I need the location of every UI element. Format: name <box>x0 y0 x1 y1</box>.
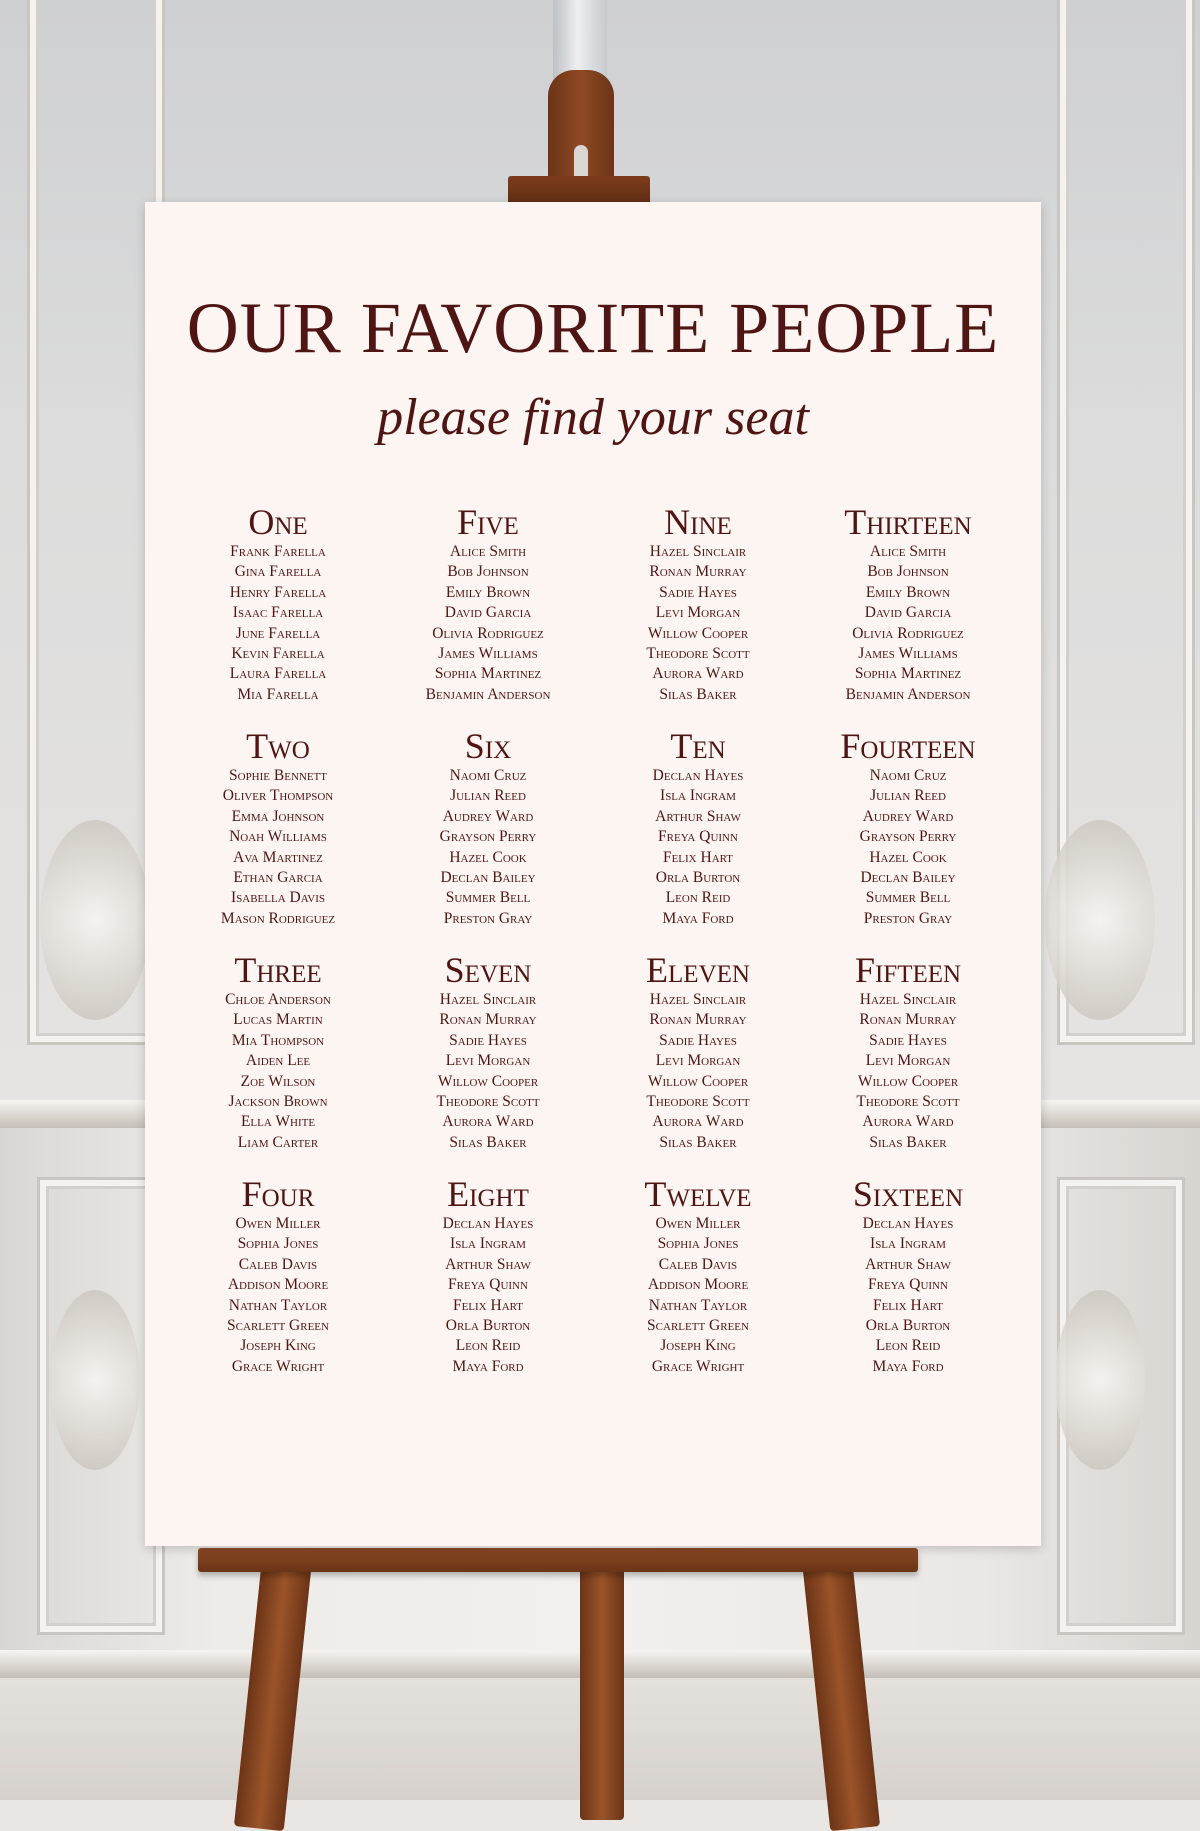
table-name: Eight <box>447 1174 529 1214</box>
guest-name: Jackson Brown <box>228 1092 328 1110</box>
table-name: Five <box>457 502 519 542</box>
guest-name: Frank Farella <box>230 543 326 560</box>
guest-name: Chloe Anderson <box>225 991 331 1008</box>
guest-name: Willow Cooper <box>857 1072 959 1090</box>
guest-name: Levi Morgan <box>445 1052 531 1070</box>
guest-name: Maya Ford <box>452 1357 524 1375</box>
guest-name: Theodore Scott <box>646 1092 750 1110</box>
guest-name: Olivia Rodriguez <box>432 624 544 642</box>
guest-name: Arthur Shaw <box>865 1255 951 1273</box>
guest-name: Scarlett Green <box>647 1316 749 1334</box>
guest-name: Levi Morgan <box>655 1052 741 1070</box>
guest-name: Orla Burton <box>445 1316 531 1334</box>
guest-list <box>383 766 593 929</box>
guest-name: Hazel Sinclair <box>859 991 957 1008</box>
wall-carving-ornament <box>40 820 150 1020</box>
table-block <box>803 1174 1013 1386</box>
guest-name: Zoe Wilson <box>240 1072 316 1090</box>
seating-chart-poster <box>145 202 1041 1546</box>
guest-name: Freya Quinn <box>658 828 738 846</box>
guest-name: Naomi Cruz <box>869 767 947 784</box>
table-name: Twelve <box>644 1174 752 1214</box>
guest-name: Sadie Hayes <box>449 1031 527 1049</box>
guest-name: Owen Miller <box>235 1215 321 1232</box>
guest-name: Hazel Sinclair <box>439 991 537 1008</box>
guest-name: Kevin Farella <box>231 644 325 662</box>
guest-name: Sophie Bennett <box>229 767 327 784</box>
guest-name: Preston Gray <box>443 909 533 927</box>
guest-name: Scarlett Green <box>227 1316 329 1334</box>
guest-name: Liam Carter <box>237 1133 319 1151</box>
guest-name: Leon Reid <box>875 1337 941 1355</box>
guest-name: Maya Ford <box>872 1357 944 1375</box>
guest-name: Declan Hayes <box>442 1215 534 1232</box>
guest-name: Declan Hayes <box>652 767 744 784</box>
guest-name: Sadie Hayes <box>869 1031 947 1049</box>
guest-list <box>803 766 1013 929</box>
table-block <box>593 950 803 1162</box>
guest-name: Benjamin Anderson <box>845 685 971 703</box>
guest-name: Hazel Cook <box>869 848 947 866</box>
guest-name: Leon Reid <box>665 889 731 907</box>
poster-title: OUR FAVORITE PEOPLE <box>186 288 1000 368</box>
guest-name: Summer Bell <box>865 889 951 907</box>
guest-name: Noah Williams <box>229 828 327 846</box>
table-block <box>173 502 383 714</box>
guest-name: Declan Bailey <box>440 868 536 886</box>
guest-list <box>383 542 593 705</box>
guest-name: Ella White <box>240 1113 316 1131</box>
table-block <box>173 1174 383 1386</box>
guest-list <box>383 1214 593 1377</box>
guest-name: Maya Ford <box>662 909 734 927</box>
guest-name: Aurora Ward <box>652 665 744 683</box>
guest-name: Olivia Rodriguez <box>852 624 964 642</box>
poster-subtitle: please find your seat <box>377 389 809 446</box>
guest-name: Felix Hart <box>872 1296 944 1314</box>
guest-name: Willow Cooper <box>437 1072 539 1090</box>
guest-name: Felix Hart <box>662 848 734 866</box>
easel-leg-center <box>580 1560 624 1820</box>
guest-name: Orla Burton <box>865 1316 951 1334</box>
guest-name: Ronan Murray <box>859 1011 957 1029</box>
table-name: Eleven <box>646 950 750 990</box>
guest-name: Theodore Scott <box>436 1092 540 1110</box>
guest-name: Grayson Perry <box>859 828 957 846</box>
table-name: Three <box>234 950 322 990</box>
table-block <box>383 950 593 1162</box>
guest-name: Owen Miller <box>655 1215 741 1232</box>
table-name: Ten <box>670 726 726 766</box>
guest-list <box>593 766 803 929</box>
guest-name: Summer Bell <box>445 889 531 907</box>
guest-name: Sophia Jones <box>237 1235 319 1253</box>
guest-name: Bob Johnson <box>867 563 949 581</box>
guest-name: Theodore Scott <box>856 1092 960 1110</box>
guest-name: Ethan Garcia <box>233 868 323 886</box>
table-block <box>173 726 383 938</box>
table-block <box>803 950 1013 1162</box>
table-block <box>593 726 803 938</box>
guest-name: Lucas Martin <box>233 1011 323 1029</box>
guest-list <box>173 542 383 705</box>
guest-name: Aurora Ward <box>442 1113 534 1131</box>
guest-list <box>803 1214 1013 1377</box>
guest-name: Grace Wright <box>231 1357 325 1375</box>
guest-name: Mia Farella <box>237 685 319 703</box>
guest-name: Joseph King <box>240 1337 316 1355</box>
guest-name: Caleb Davis <box>238 1255 318 1273</box>
table-name: Sixteen <box>852 1174 964 1214</box>
guest-name: Emily Brown <box>865 583 951 601</box>
guest-list <box>383 990 593 1153</box>
wall-carving-ornament <box>50 1290 140 1470</box>
guest-name: Willow Cooper <box>647 624 749 642</box>
guest-name: Audrey Ward <box>862 807 954 825</box>
guest-name: James Williams <box>438 644 538 662</box>
guest-name: Emily Brown <box>445 583 531 601</box>
table-block <box>173 950 383 1162</box>
guest-name: Sadie Hayes <box>659 583 737 601</box>
guest-name: Benjamin Anderson <box>425 685 551 703</box>
guest-name: Audrey Ward <box>442 807 534 825</box>
guest-name: Henry Farella <box>229 583 327 601</box>
guest-name: Arthur Shaw <box>655 807 741 825</box>
guest-name: Silas Baker <box>659 685 737 703</box>
guest-name: Hazel Cook <box>449 848 527 866</box>
table-block <box>383 502 593 714</box>
guest-name: Leon Reid <box>455 1337 521 1355</box>
guest-name: David Garcia <box>864 604 952 622</box>
wall-carving-ornament <box>1045 820 1155 1020</box>
guest-name: Isabella Davis <box>231 889 325 907</box>
guest-name: Willow Cooper <box>647 1072 749 1090</box>
table-block <box>803 502 1013 714</box>
guest-name: Ava Martinez <box>233 848 323 866</box>
guest-name: Julian Reed <box>870 787 946 805</box>
guest-name: Julian Reed <box>450 787 526 805</box>
guest-name: June Farella <box>235 624 321 642</box>
guest-list <box>173 1214 383 1377</box>
guest-name: Grace Wright <box>651 1357 745 1375</box>
guest-list <box>803 990 1013 1153</box>
guest-name: Naomi Cruz <box>449 767 527 784</box>
guest-list <box>593 990 803 1153</box>
guest-name: Nathan Taylor <box>648 1296 748 1314</box>
seating-tables-grid <box>173 502 1013 1386</box>
guest-name: Levi Morgan <box>655 604 741 622</box>
guest-name: Emma Johnson <box>231 807 325 825</box>
guest-name: Laura Farella <box>229 665 327 683</box>
table-block <box>383 1174 593 1386</box>
guest-name: Isla Ingram <box>870 1235 946 1253</box>
table-name: Fifteen <box>854 950 962 990</box>
table-name: Thirteen <box>844 502 972 542</box>
guest-name: Joseph King <box>660 1337 736 1355</box>
guest-list <box>593 1214 803 1377</box>
guest-list <box>803 542 1013 705</box>
guest-name: Arthur Shaw <box>445 1255 531 1273</box>
guest-name: Nathan Taylor <box>228 1296 328 1314</box>
table-block <box>383 726 593 938</box>
guest-name: Isla Ingram <box>660 787 736 805</box>
guest-name: Freya Quinn <box>448 1276 528 1294</box>
guest-name: Preston Gray <box>863 909 953 927</box>
guest-name: Silas Baker <box>449 1133 527 1151</box>
guest-name: Ronan Murray <box>649 563 747 581</box>
easel-ledge <box>198 1548 918 1572</box>
guest-list <box>173 990 383 1153</box>
guest-name: Declan Bailey <box>860 868 956 886</box>
guest-name: Sophia Martinez <box>854 665 962 683</box>
guest-name: Ronan Murray <box>439 1011 537 1029</box>
guest-name: Hazel Sinclair <box>649 543 747 560</box>
guest-name: Alice Smith <box>869 543 947 560</box>
guest-name: Levi Morgan <box>865 1052 951 1070</box>
guest-name: Orla Burton <box>655 868 741 886</box>
guest-name: Theodore Scott <box>646 644 750 662</box>
wall-carving-ornament <box>1055 1290 1145 1470</box>
guest-name: David Garcia <box>444 604 532 622</box>
guest-name: Ronan Murray <box>649 1011 747 1029</box>
guest-name: Bob Johnson <box>447 563 529 581</box>
guest-name: Addison Moore <box>227 1276 329 1294</box>
guest-name: Grayson Perry <box>439 828 537 846</box>
guest-name: Sophia Martinez <box>434 665 542 683</box>
guest-list <box>173 766 383 929</box>
table-name: Four <box>241 1174 315 1214</box>
table-name: Two <box>246 726 310 766</box>
guest-name: Mia Thompson <box>231 1031 325 1049</box>
guest-name: Oliver Thompson <box>222 787 334 805</box>
guest-name: Hazel Sinclair <box>649 991 747 1008</box>
guest-name: Aurora Ward <box>652 1113 744 1131</box>
guest-name: Alice Smith <box>449 543 527 560</box>
guest-name: James Williams <box>858 644 958 662</box>
guest-list <box>593 542 803 705</box>
guest-name: Silas Baker <box>869 1133 947 1151</box>
guest-name: Mason Rodriguez <box>220 909 336 927</box>
guest-name: Felix Hart <box>452 1296 524 1314</box>
table-name: One <box>248 502 308 542</box>
table-name: Seven <box>444 950 532 990</box>
guest-name: Aurora Ward <box>862 1113 954 1131</box>
guest-name: Silas Baker <box>659 1133 737 1151</box>
guest-name: Gina Farella <box>234 563 322 581</box>
table-name: Nine <box>664 502 732 542</box>
guest-name: Isla Ingram <box>450 1235 526 1253</box>
guest-name: Freya Quinn <box>868 1276 948 1294</box>
table-block <box>593 502 803 714</box>
guest-name: Addison Moore <box>647 1276 749 1294</box>
guest-name: Aiden Lee <box>245 1052 311 1070</box>
guest-name: Declan Hayes <box>862 1215 954 1232</box>
table-name: Fourteen <box>840 726 976 766</box>
guest-name: Isaac Farella <box>232 604 324 622</box>
guest-name: Caleb Davis <box>658 1255 738 1273</box>
guest-name: Sadie Hayes <box>659 1031 737 1049</box>
guest-name: Sophia Jones <box>657 1235 739 1253</box>
table-name: Six <box>464 726 512 766</box>
table-block <box>593 1174 803 1386</box>
table-block <box>803 726 1013 938</box>
